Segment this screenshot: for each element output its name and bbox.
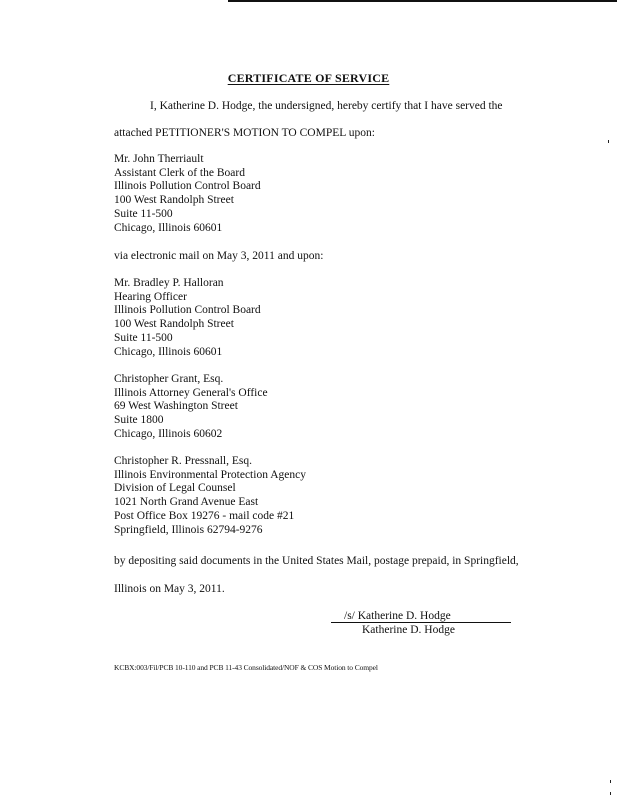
address-line: 1021 North Grand Avenue East bbox=[114, 496, 259, 509]
address-line: Chicago, Illinois 60602 bbox=[114, 427, 223, 440]
deposit-line-1: by depositing said documents in the United States Mail, postage prepaid, in Springfield, bbox=[114, 555, 519, 567]
address-line: Chicago, Illinois 60601 bbox=[114, 221, 223, 234]
signer-name: Katherine D. Hodge bbox=[362, 624, 455, 636]
electronic-signature: /s/ Katherine D. Hodge bbox=[344, 610, 451, 622]
address-line: Assistant Clerk of the Board bbox=[114, 166, 245, 179]
scan-mark bbox=[610, 780, 611, 783]
intro-line-1: I, Katherine D. Hodge, the undersigned, hereby certify that I have served the bbox=[150, 100, 503, 112]
address-line: 69 West Washington Street bbox=[114, 400, 238, 413]
address-line: Springfield, Illinois 62794-9276 bbox=[114, 523, 263, 536]
address-line: 100 West Randolph Street bbox=[114, 194, 234, 207]
address-line: 100 West Randolph Street bbox=[114, 318, 234, 331]
via-electronic-mail-line: via electronic mail on May 3, 2011 and upon: bbox=[114, 250, 324, 262]
address-line: Illinois Environmental Protection Agency bbox=[114, 468, 306, 481]
document-footer-reference: KCBX:003/Fil/PCB 10-110 and PCB 11-43 Consolidated/NOF & COS Motion to Compel bbox=[114, 663, 378, 672]
address-line: Christopher Grant, Esq. bbox=[114, 373, 224, 385]
recipient-address-block bbox=[114, 455, 306, 537]
address-line: Hearing Officer bbox=[114, 290, 187, 303]
address-line: Mr. Bradley P. Halloran bbox=[114, 277, 224, 289]
address-line: Illinois Attorney General's Office bbox=[114, 386, 268, 399]
address-line: Illinois Pollution Control Board bbox=[114, 304, 261, 317]
address-line: Suite 11-500 bbox=[114, 331, 173, 344]
address-line: Illinois Pollution Control Board bbox=[114, 180, 261, 193]
address-line: Suite 11-500 bbox=[114, 207, 173, 220]
address-line: Christopher R. Pressnall, Esq. bbox=[114, 455, 252, 467]
address-line: Division of Legal Counsel bbox=[114, 482, 236, 495]
top-scan-rule bbox=[228, 0, 617, 2]
document-title: CERTIFICATE OF SERVICE bbox=[227, 71, 390, 85]
address-line: Chicago, Illinois 60601 bbox=[114, 345, 223, 358]
deposit-line-2: Illinois on May 3, 2011. bbox=[114, 583, 225, 595]
recipient-address-block bbox=[114, 373, 268, 442]
address-line: Suite 1800 bbox=[114, 414, 164, 427]
recipient-address-block bbox=[114, 277, 261, 359]
address-line: Mr. John Therriault bbox=[114, 153, 204, 165]
address-line: Post Office Box 19276 - mail code #21 bbox=[114, 509, 295, 522]
scan-mark bbox=[608, 140, 609, 143]
recipient-address-block bbox=[114, 153, 261, 235]
intro-line-2: attached PETITIONER'S MOTION TO COMPEL upon: bbox=[114, 127, 375, 139]
scan-mark bbox=[610, 792, 611, 795]
